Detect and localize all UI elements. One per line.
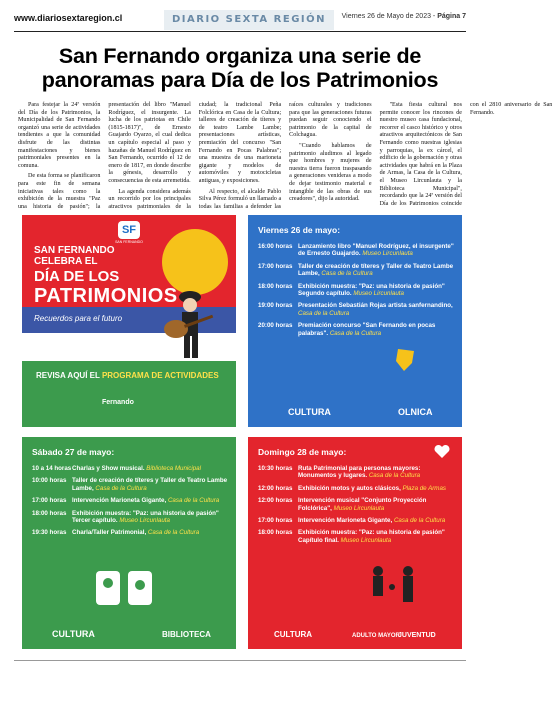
paragraph: Al respecto, el alcalde Pablo Silva Pérez formuló un llamado a todas las familias a defender las raíces culturales y tradiciones para que las generaciones futuras puedan seguir conociendo el patrimonio de la capital de Colchagua.	[198, 102, 372, 210]
schedule-time: 17:00 horas	[258, 262, 293, 270]
schedule-desc-wrap	[72, 477, 228, 492]
schedule-desc: Premiación concurso "San Fernando en pocas palabras".	[298, 322, 436, 337]
schedule-desc-wrap	[298, 243, 454, 258]
schedule-desc: Intervención Marioneta Gigante,	[298, 517, 393, 525]
footer-logo: Fernando	[102, 399, 134, 406]
schedule-time: 17:00 horas	[32, 497, 67, 505]
schedule-location: Museo Lircunlauta	[119, 517, 170, 525]
schedule-item	[258, 465, 454, 480]
schedule-item	[258, 497, 454, 512]
poster-tagline: Recuerdos para el futuro	[34, 314, 123, 323]
schedule-desc-wrap	[72, 510, 228, 525]
olnica-logo: OLNICA	[398, 407, 433, 417]
schedule-desc: Exhibición muestra: "Paz: una historia de pasión" Capítulo final.	[298, 529, 445, 544]
saturday-title: Sábado 27 de mayo:	[32, 447, 115, 457]
schedule-item	[32, 477, 228, 492]
schedule-time: 16:00 horas	[258, 243, 293, 250]
header-rule	[14, 31, 466, 32]
paragraph: "Esta fiesta cultural nos permite conocer los rincones de nuestro museo casa fundacional, recorrer el casco histórico y otros atractivos arquitectónicos de San Fernando como nuestras iglesias y parroquias, la ex cárcel, el edificio de la gobernación y otras actividades que habrá en la Plaza de Armas, la Casa de la Cultura, el Museo Lircunlauta y la Biblioteca Municipal", recordando que la 24ª versión del Día de los Patrimonios coincide con el 2810 aniversario de San Fernando.	[379, 102, 552, 207]
schedule-time: 20:00 horas	[258, 322, 293, 330]
schedule-desc: Taller de creación de títeres y Taller de Teatro Lambe Lambe,	[72, 477, 228, 492]
saturday-list	[32, 465, 228, 542]
schedule-desc: Charla/Taller Patrimonial,	[72, 529, 147, 537]
schedule-location: Museo Lircunlauta	[362, 250, 413, 258]
cultura-logo: CULTURA	[52, 629, 95, 639]
sunday-schedule-panel	[248, 437, 462, 649]
guitar-player-icon	[154, 285, 224, 363]
schedule-time: 10:00 horas	[32, 477, 67, 485]
friday-list	[258, 243, 454, 342]
paragraph: "Cuando hablamos de patrimonio aludimos al legado que hombres y mujeres de nuestra tierra fueron traspasando a generaciones venideras a modo de dejar testimonio material e intangible de las obras de sus creadores", dijo la autoridad.	[289, 142, 372, 203]
schedule-item	[32, 529, 228, 536]
schedule-location: Casa de la Cultura	[298, 309, 350, 317]
schedule-desc-wrap	[298, 485, 454, 492]
schedule-desc: Taller de creación de títeres y Taller de Teatro Lambe Lambe,	[298, 262, 454, 278]
schedule-desc-wrap	[298, 465, 454, 480]
schedule-item	[32, 465, 228, 472]
article-body	[18, 102, 552, 212]
schedule-time: 17:00 horas	[258, 517, 293, 525]
adulto-mayor-logo: ADULTO MAYOR	[352, 633, 400, 639]
footer-rule	[14, 660, 466, 661]
paragraph: Para festejar la 24ª versión del Día de los Patrimonios, la Municipalidad de San Fernando organizó una serie de actividades tendientes a que la comunidad disfrute de las distintas manifestaciones y bienes patrimoniales presentes en la comuna.	[18, 102, 101, 169]
saturday-schedule-panel	[22, 437, 236, 649]
schedule-desc: Intervención Marioneta Gigante,	[72, 497, 167, 505]
cultura-logo: CULTURA	[274, 630, 313, 639]
schedule-desc-wrap	[72, 529, 228, 536]
friday-title: Viernes 26 de mayo:	[258, 225, 341, 235]
schedule-item	[258, 283, 454, 298]
schedule-desc: Intervención musical "Conjunto Proyección Folclórica",	[298, 497, 427, 512]
schedule-location: Plaza de Armas	[402, 484, 446, 492]
schedule-desc-wrap	[298, 517, 454, 524]
schedule-desc-wrap	[298, 529, 454, 544]
schedule-location: Casa de la Cultura	[95, 484, 147, 492]
schedule-desc-wrap	[298, 497, 454, 512]
schedule-desc-wrap	[298, 322, 454, 337]
schedule-location: Casa de la Cultura	[321, 270, 373, 278]
schedule-item	[258, 322, 454, 337]
schedule-item	[258, 529, 454, 544]
schedule-item	[258, 302, 454, 317]
schedule-desc: Presentación Sebastián Rojas artista sanfernandino,	[298, 302, 453, 310]
family-illustration-icon	[358, 563, 428, 609]
schedule-time: 12:00 horas	[258, 497, 293, 505]
puppet-illustration-icon	[92, 567, 156, 611]
sunday-list	[258, 465, 454, 549]
heart-icon	[434, 445, 450, 459]
schedule-desc: Lanzamiento libro "Manuel Rodríguez, el insurgente" de Ernesto Guajardo.	[298, 243, 454, 258]
map-icon	[390, 345, 420, 375]
biblioteca-logo: BIBLIOTECA	[162, 630, 211, 639]
schedule-desc-wrap	[298, 302, 454, 317]
program-cta[interactable]: REVISA AQUÍ EL PROGRAMA DE ACTIVIDADES	[36, 371, 219, 380]
schedule-desc: Exhibición muestra: "Paz: una historia de pasión" Tercer capítulo.	[72, 509, 219, 525]
schedule-desc-wrap	[72, 465, 228, 472]
poster-line-3: PATRIMONIOS	[34, 285, 178, 307]
poster-line-2: DÍA DE LOS	[34, 268, 120, 285]
schedule-time: 18:00 horas	[32, 509, 67, 517]
schedule-time: 10 a 14 horas	[32, 465, 72, 472]
paragraph: La agenda considera además un recorrido por los principales atractivos patrimoniales de la ciudad; la tradicional Peña Folclórica en Casa de la Cultura; talleres de creación de títeres y de teatro Lambe Lambe; presentaciones artísticas, premiación del concurso "San Fernando en Pocas Palabras"; una muestra de una marioneta gigante y modelos de automóviles y motocicletas antiguas, y exposiciones.	[108, 102, 282, 210]
schedule-item	[258, 517, 454, 524]
schedule-time: 12:00 horas	[258, 484, 293, 492]
schedule-desc: Exhibición motos y autos clásicos,	[298, 484, 401, 492]
dateline: Viernes 26 de Mayo de 2023 - Página 7	[341, 13, 466, 20]
schedule-item	[258, 263, 454, 278]
paragraph: De esta forma se planificaron para este fin de semana iniciativas tales como la exhibición de la muestra "Paz una historia de pasión"; la presentación del libro "Manuel Rodríguez, el insurgente. La lucha de los patriotas en Chile (1815-1817)", de Ernesto Guajardo Oyarzo, el cual dedica un capítulo especial al paso y hazañas de Manuel Rodríguez en San Fernando, ocurrido el 12 de enero de 1817, en donde describe la génesis, desarrollo y consecuencias de esta arremetida.	[18, 102, 191, 210]
schedule-time: 10:30 horas	[258, 465, 293, 472]
poster-line-1: SAN FERNANDO CELEBRA EL	[34, 245, 115, 267]
schedule-time: 18:00 horas	[258, 282, 293, 290]
schedule-location: Casa de la Cultura	[167, 497, 220, 505]
schedule-location: Casa de la Cultura	[329, 329, 382, 337]
schedule-location: Museo Lircunlauta	[353, 290, 404, 298]
schedule-desc: Charlas y Show musical.	[72, 465, 145, 472]
juventud-logo: JUVENTUD	[398, 632, 436, 639]
schedule-time: 18:00 horas	[258, 529, 293, 537]
schedule-desc-wrap	[72, 497, 228, 504]
poster-panel	[22, 215, 236, 427]
schedule-item	[258, 485, 454, 492]
schedule-time: 19:30 horas	[32, 529, 67, 537]
schedule-desc-wrap	[298, 263, 454, 278]
page-header	[14, 10, 466, 32]
schedule-location: Museo Lircunlauta	[333, 504, 385, 512]
site-url[interactable]: www.diariosextaregion.cl	[14, 13, 123, 23]
article-headline: San Fernando organiza una serie de panoramas para Día de los Patrimonios	[41, 44, 439, 92]
schedule-location: Biblioteca Municipal	[146, 465, 201, 472]
friday-schedule-panel	[248, 215, 462, 427]
newspaper-brand: DIARIO SEXTA REGIÓN	[164, 10, 334, 30]
cultura-logo: CULTURA	[288, 407, 331, 417]
schedule-location: Casa de la Cultura	[393, 517, 446, 525]
schedule-item	[258, 243, 454, 258]
schedule-location: Casa de la Cultura	[147, 529, 200, 537]
schedule-item	[32, 497, 228, 504]
schedule-item	[32, 510, 228, 525]
schedule-desc: Exhibición muestra: "Paz: una historia de pasión" Segundo capítulo.	[298, 282, 445, 298]
sf-logo: SF SAN FERNANDO	[115, 221, 143, 245]
sunday-title: Domingo 28 de mayo:	[258, 447, 347, 457]
schedule-desc: Ruta Patrimonial para personas mayores: Monumentos y lugares.	[298, 465, 421, 480]
schedule-location: Casa de la Cultura	[368, 472, 421, 480]
schedule-location: Museo Lircunlauta	[340, 536, 392, 544]
schedule-time: 19:00 horas	[258, 302, 293, 310]
schedule-desc-wrap	[298, 283, 454, 298]
